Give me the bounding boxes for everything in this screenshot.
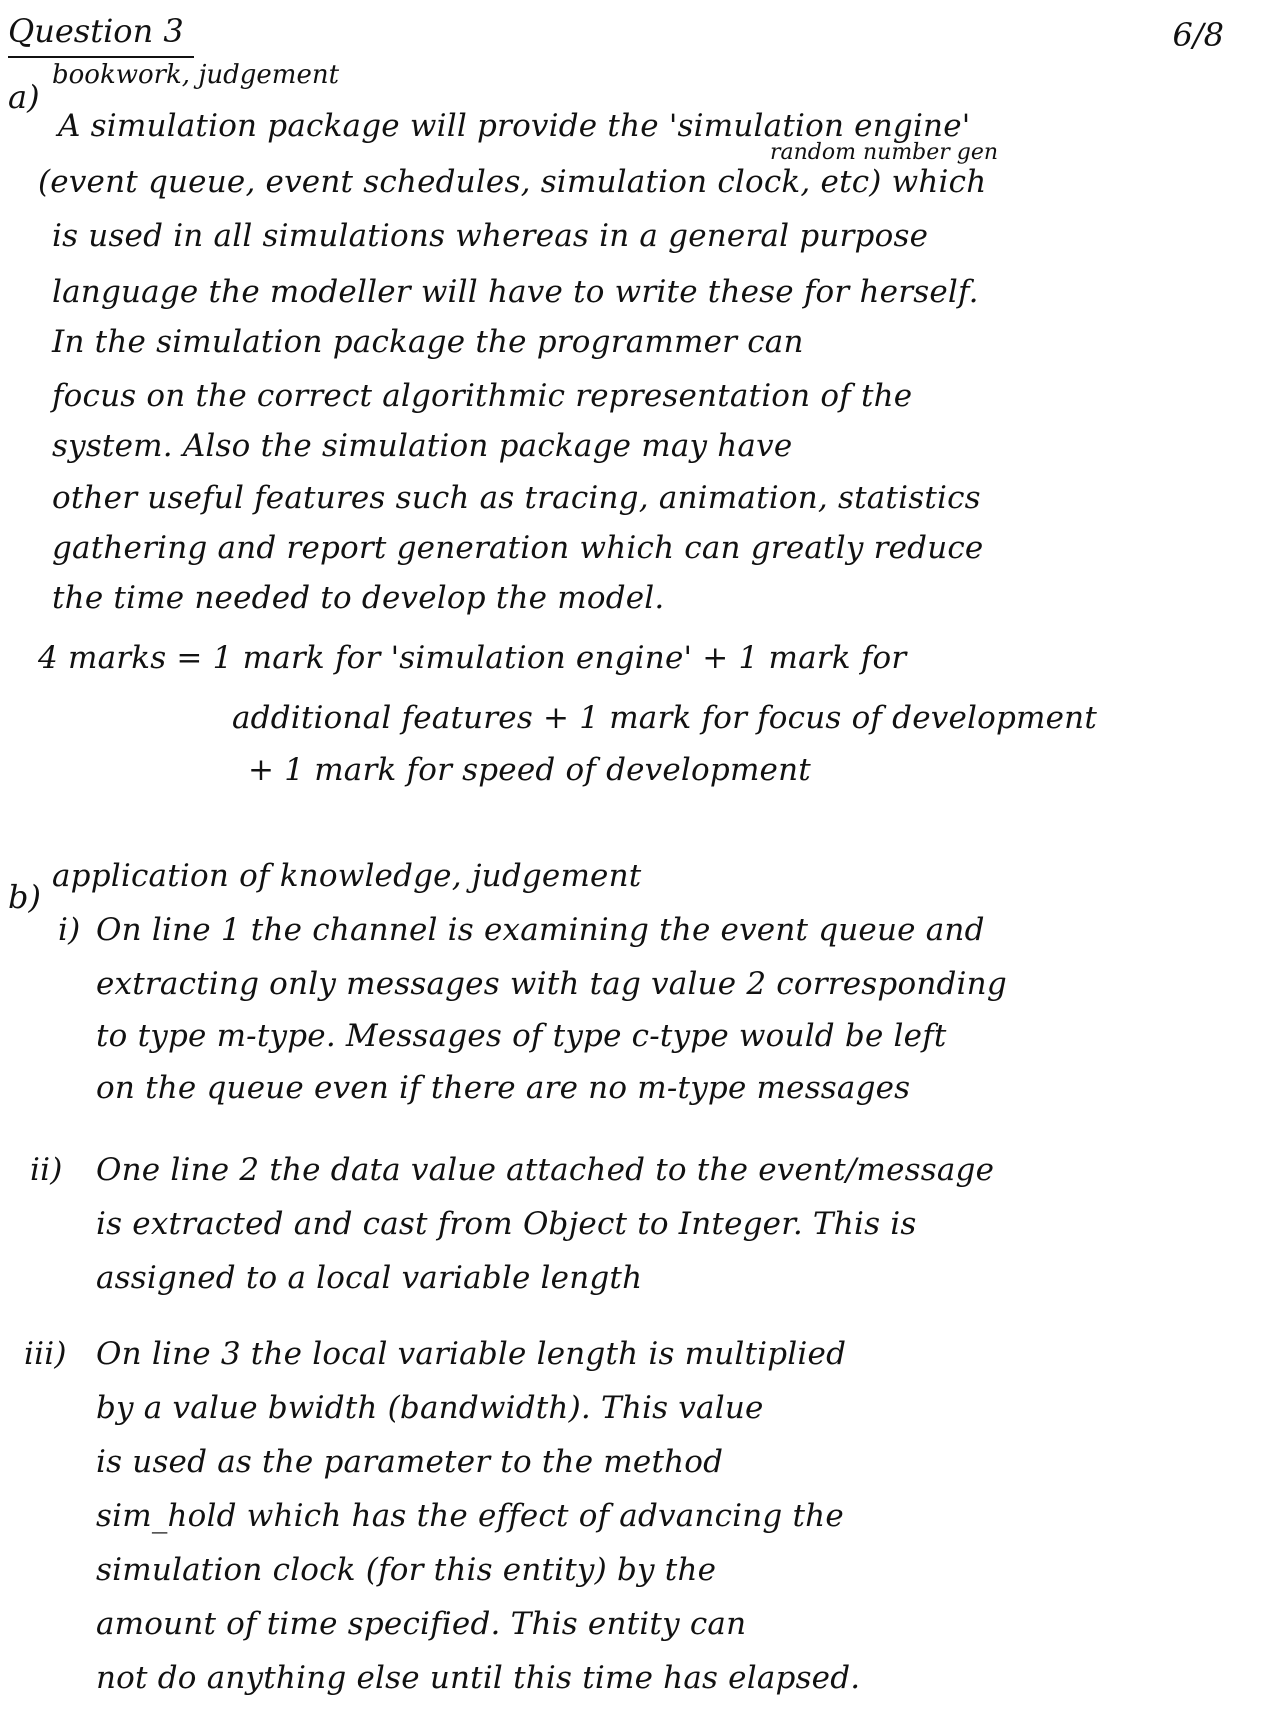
page-number: 6/8 [1172,16,1224,54]
part-a-line: other useful features such as tracing, animation, statistics [52,480,981,516]
part-a-line: is used in all simulations whereas in a general purpose [52,218,929,254]
part-a-line: (event queue, event schedules, simulation clock, etc) which [38,164,987,200]
part-a-line: gathering and report generation which can greatly reduce [52,530,984,566]
item-line: on the queue even if there are no m-type messages [96,1070,911,1106]
item-line: is extracted and cast from Object to Integer. This is [96,1206,917,1242]
part-a-tag: bookwork, judgement [52,60,340,90]
item-line: On line 3 the local variable length is multiplied [96,1336,847,1372]
part-a-line: language the modeller will have to write these for herself. [52,274,979,310]
part-a-line: system. Also the simulation package may have [52,428,793,464]
item-line: not do anything else until this time has elapsed. [96,1660,861,1696]
item-line: On line 1 the channel is examining the event queue and [96,912,985,948]
part-a-label: a) [8,78,40,116]
item-line: is used as the parameter to the method [96,1444,724,1480]
item-line: simulation clock (for this entity) by the [96,1552,717,1588]
item-number: ii) [30,1152,63,1188]
marks-line: additional features + 1 mark for focus of development [232,700,1097,736]
part-a-line: A simulation package will provide the 'simulation engine' [58,108,971,144]
part-a-line: focus on the correct algorithmic representation of the [52,378,913,414]
part-a-line: the time needed to develop the model. [52,580,665,616]
item-line: sim_hold which has the effect of advancing the [96,1498,844,1534]
marks-line: 4 marks = 1 mark for 'simulation engine' + 1 mark for [38,640,907,676]
marks-line: + 1 mark for speed of development [248,752,811,788]
question-heading-text: Question 3 [8,12,184,50]
part-a-line: In the simulation package the programmer can [52,324,804,360]
part-a-insert: random number gen [770,140,999,165]
item-line: extracting only messages with tag value 2 corresponding [96,966,1007,1002]
item-line: assigned to a local variable length [96,1260,643,1296]
part-b-tag: application of knowledge, judgement [52,858,642,894]
heading-underline [8,56,194,58]
item-line: amount of time specified. This entity can [96,1606,747,1642]
item-line: One line 2 the data value attached to the event/message [96,1152,995,1188]
item-line: by a value bwidth (bandwidth). This value [96,1390,764,1426]
question-heading [8,12,184,50]
item-line: to type m-type. Messages of type c-type would be left [96,1018,947,1054]
item-number: iii) [24,1336,67,1372]
part-b-label: b) [8,878,41,916]
item-number: i) [58,912,81,948]
